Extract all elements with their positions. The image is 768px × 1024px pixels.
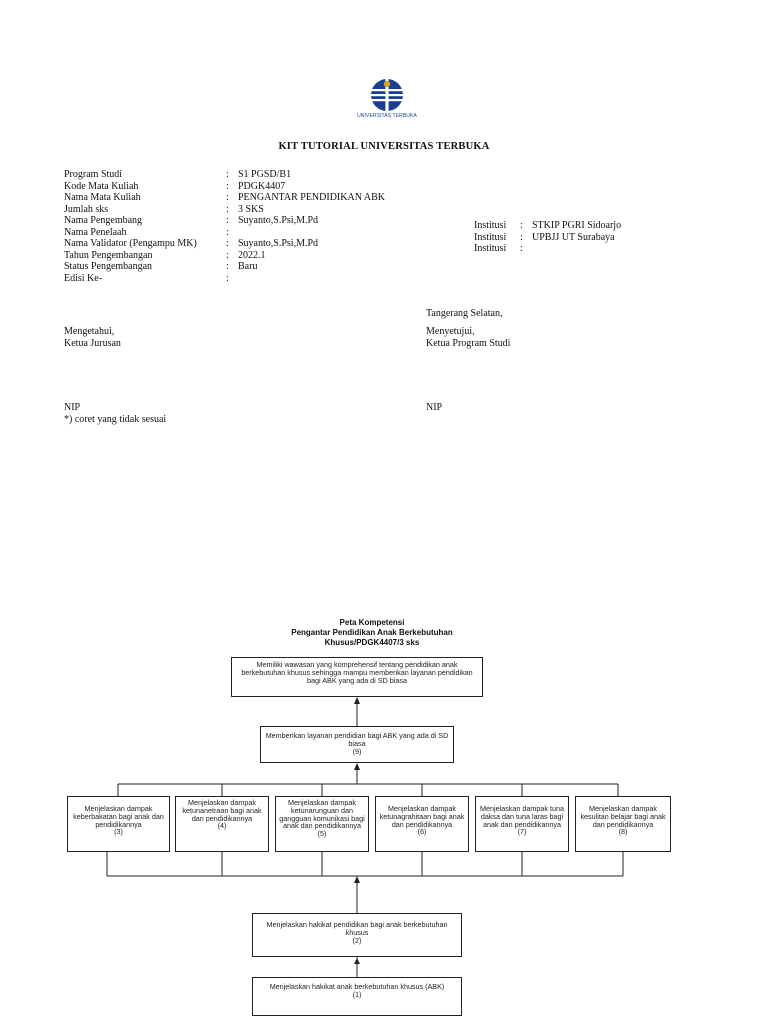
competency-box-4 xyxy=(175,796,269,852)
info-label: Jumlah sks xyxy=(64,203,109,215)
competency-number: (3) xyxy=(114,827,123,837)
competency-number: (9) xyxy=(352,746,362,756)
map-title: Peta Kompetensi xyxy=(339,618,405,627)
competency-text: Menjelaskan hakikat pendidikan bagi anak berkebutuhan khusus xyxy=(266,920,448,937)
info-value: 2022.1 xyxy=(238,249,266,261)
institution-label: Institusi xyxy=(474,243,507,254)
info-label: Nama Validator (Pengampu MK) xyxy=(64,238,197,249)
info-value: Suyanto,S.Psi,M.Pd xyxy=(238,215,319,226)
institution-label: Institusi xyxy=(474,231,507,243)
institution-value: UPBJJ UT Surabaya xyxy=(532,231,615,243)
arrow-up-icon xyxy=(354,697,360,704)
competency-number: (4) xyxy=(217,821,227,831)
competency-text: Menjelaskan dampak tuna daksa dan tuna laras bagi anak dan pendidikannya xyxy=(480,804,564,829)
competency-text: Memberikan layanan pendidian bagi ABK yang ada di SD biasa xyxy=(265,731,449,748)
competency-text: Menjelaskan dampak ketunagrahitaan bagi anak dan pendidikannya xyxy=(379,804,465,829)
info-value: PENGANTAR PENDIDIKAN ABK xyxy=(238,192,385,203)
arrow-up-icon xyxy=(354,876,360,883)
competency-box-1 xyxy=(252,977,462,1016)
info-separator: : xyxy=(226,203,229,215)
info-value: S1 PGSD/B1 xyxy=(238,169,292,180)
info-label: Nama Pengembang xyxy=(64,215,143,226)
info-value: PDGK4407 xyxy=(238,180,286,192)
info-label: Edisi Ke- xyxy=(64,272,103,284)
info-separator: : xyxy=(226,272,229,284)
info-separator: : xyxy=(226,192,229,203)
competency-goal-text: Memiliki wawasan yang komprehensif tentang pendidikan anak berkebutuhan khusus sehingga mampu memberikan layanan pendidikan bagi ABK yang ada di SD biasa xyxy=(241,660,473,685)
document-title: KIT TUTORIAL UNIVERSITAS TERBUKA xyxy=(278,141,490,152)
info-label: Kode Mata Kuliah xyxy=(64,180,139,192)
approval-right-line2: Ketua Program Studi xyxy=(426,338,511,349)
info-separator: : xyxy=(226,261,229,272)
competency-text: Menjelaskan dampak ketunanetraan bagi anak dan pendidikannya xyxy=(182,798,262,823)
competency-box-7 xyxy=(475,796,569,852)
info-separator: : xyxy=(226,238,229,249)
arrow-up-icon xyxy=(354,958,360,964)
info-label: Nama Penelaah xyxy=(64,226,127,238)
info-separator: : xyxy=(226,180,229,192)
info-value: 3 SKS xyxy=(238,203,264,215)
approval-left-line1: Mengetahui, xyxy=(64,326,115,337)
signature-place: Tangerang Selatan, xyxy=(426,308,503,319)
competency-text: Menjelaskan hakikat anak berkebutuhan khusus (ABK) xyxy=(269,982,445,991)
footnote: *) coret yang tidak sesuai xyxy=(64,414,167,425)
map-subtitle: Pengantar Pendidikan Anak Berkebutuhan xyxy=(291,628,453,637)
competency-number: (1) xyxy=(352,989,362,999)
competency-number: (2) xyxy=(352,935,362,945)
map-subtitle-code: Khusus/PDGK4407/3 sks xyxy=(324,638,420,647)
info-label: Tahun Pengembangan xyxy=(64,249,153,261)
competency-number: (6) xyxy=(417,827,427,837)
info-label: Nama Mata Kuliah xyxy=(64,192,141,203)
info-label: Program Studi xyxy=(64,169,123,180)
competency-text: Menjelaskan dampak ketunarunguan dan gangguan komunikasi bagi anak dan pendidikannya xyxy=(279,798,365,831)
nip-right: NIP xyxy=(426,402,443,413)
competency-text: Menjelaskan dampak kesulitan belajar bagi anak dan pendidikannya xyxy=(580,804,666,829)
competency-box-6 xyxy=(375,796,469,852)
info-separator: : xyxy=(226,249,229,261)
info-value: Suyanto,S.Psi,M.Pd xyxy=(238,238,319,249)
competency-goal-box xyxy=(231,657,483,697)
institution-value: STKIP PGRI Sidoarjo xyxy=(532,220,622,231)
competency-number: (5) xyxy=(317,829,327,839)
competency-number: (8) xyxy=(618,827,628,837)
competency-number: (7) xyxy=(517,827,527,837)
competency-box-8 xyxy=(575,796,671,852)
institution-separator: : xyxy=(520,220,523,231)
logo-caption: UNIVERSITAS TERBUKA xyxy=(357,113,417,119)
university-logo xyxy=(355,78,419,132)
institution-separator: : xyxy=(520,231,523,243)
approval-left-line2: Ketua Jurusan xyxy=(64,338,121,349)
university-emblem-icon xyxy=(369,78,405,112)
info-separator: : xyxy=(226,226,229,238)
nip-left: NIP xyxy=(64,402,81,413)
institution-label: Institusi xyxy=(474,220,507,231)
info-label: Status Pengembangan xyxy=(64,261,153,272)
info-value: Baru xyxy=(238,261,258,272)
info-separator: : xyxy=(226,215,229,226)
institution-separator: : xyxy=(520,243,523,254)
competency-box-3 xyxy=(67,796,170,852)
competency-box-9 xyxy=(260,726,454,763)
info-separator: : xyxy=(226,169,229,180)
arrow-up-icon xyxy=(354,763,360,770)
competency-box-5 xyxy=(275,796,369,852)
competency-text: Menjelaskan dampak keberbakatan bagi anak dan pendidikannya xyxy=(73,804,164,829)
competency-box-2 xyxy=(252,913,462,957)
approval-right-line1: Menyetujui, xyxy=(426,326,475,337)
